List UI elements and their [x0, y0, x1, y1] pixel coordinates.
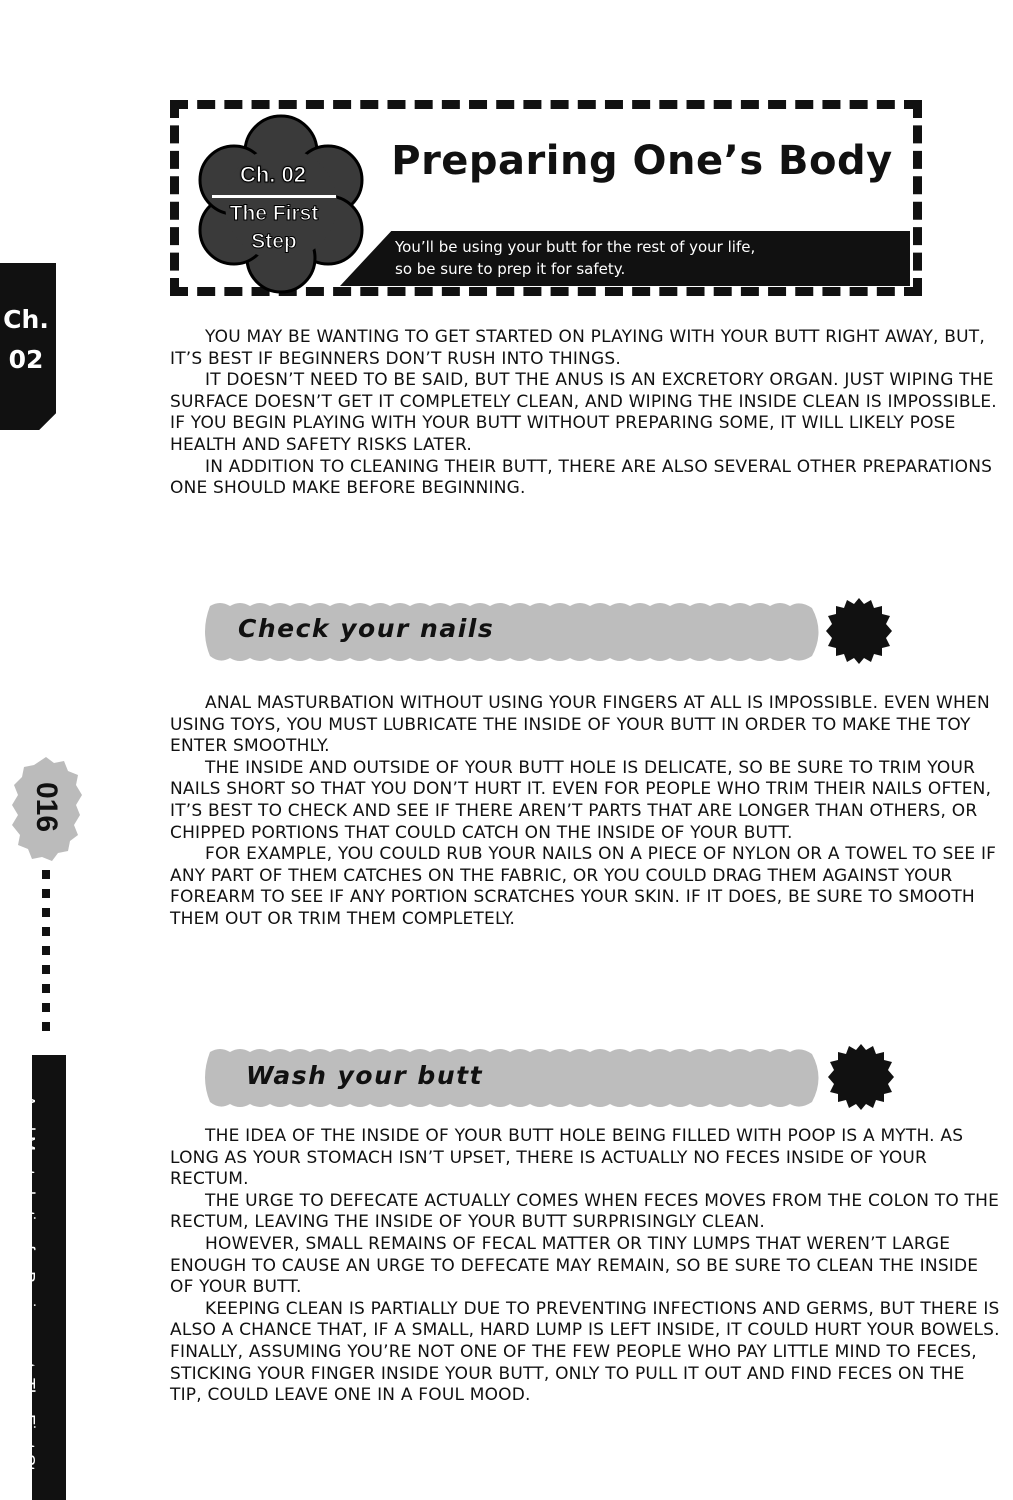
paragraph: FOR EXAMPLE, YOU COULD RUB YOUR NAILS ON A PIECE OF NYLON OR A TOWEL TO SEE IF ANY PART OF THEM CATCHES ON THE FABRIC, OR YOU COULD DRAG THEM AGAINST YOUR FOREARM TO SEE IF ANY PORTION SCRATCHES YOUR SKIN. IF IT DOES, BE SURE TO SMOOTH THEM OUT OR TRIM THEM COMPLETELY. — [170, 844, 997, 929]
page-dots — [42, 870, 52, 1041]
chapter-tab-line: 02 — [8, 345, 44, 374]
subtitle-line: so be sure to prep it for safety. — [395, 260, 626, 278]
paragraph: IN ADDITION TO CLEANING THEIR BUTT, THERE ARE ALSO SEVERAL OTHER PREPARATIONS ONE SHOULD MAKE BEFORE BEGINNING. — [170, 456, 993, 499]
paragraph: HOWEVER, SMALL REMAINS OF FECAL MATTER OR TINY LUMPS THAT WEREN’T LARGE ENOUGH TO CAUSE AN URGE TO DEFECATE MAY REMAIN, SO BE SURE TO CLEAN THE INSIDE OF YOUR BUTT. — [170, 1233, 979, 1298]
section-bullet-icon — [826, 598, 892, 664]
chapter-divider — [212, 195, 336, 198]
intro-text — [170, 327, 1000, 500]
paragraph: THE IDEA OF THE INSIDE OF YOUR BUTT HOLE BEING FILLED WITH POOP IS A MYTH. AS LONG AS YOUR STOMACH ISN’T UPSET, THERE IS ACTUALLY NO FECES INSIDE OF YOUR RECTUM. — [170, 1126, 964, 1190]
paragraph: ANAL MASTURBATION WITHOUT USING YOUR FINGERS AT ALL IS IMPOSSIBLE. EVEN WHEN USING TOYS, YOU MUST LUBRICATE THE INSIDE OF YOUR BUTT IN ORDER TO MAKE THE TOY ENTER SMOOTHLY. — [170, 693, 990, 757]
section-heading: Wash your butt — [246, 1061, 484, 1090]
section-text — [170, 693, 1000, 931]
chapter-tab-line: Ch. — [3, 305, 49, 334]
chapter-tab-label — [0, 300, 52, 380]
paragraph: THE INSIDE AND OUTSIDE OF YOUR BUTT HOLE IS DELICATE, SO BE SURE TO TRIM YOUR NAILS SHORT SO THAT YOU DON’T HURT IT. EVEN FOR PEOPLE WHO TRIM THEIR NAILS OFTEN, IT’S BEST TO CHECK AND SEE IF THERE AREN’T PARTS THAT ARE LONGER THAN OTHERS, OR CHIPPED PORTIONS THAT COULD CATCH ON THE INSIDE OF YOUR BUTT. — [170, 757, 992, 843]
step-label: The First Step — [229, 202, 319, 253]
section-heading: Check your nails — [238, 614, 495, 643]
subtitle-line: You’ll be using your butt for the rest of your life, — [395, 238, 756, 256]
paragraph: YOU MAY BE WANTING TO GET STARTED ON PLAYING WITH YOUR BUTT RIGHT AWAY, BUT, IT’S BEST IF BEGINNERS DON’T RUSH INTO THINGS. — [170, 327, 985, 369]
paragraph: KEEPING CLEAN IS PARTIALLY DUE TO PREVENTING INFECTIONS AND GERMS, BUT THERE IS ALSO A CHANCE THAT, IF A SMALL, HARD LUMP IS LEFT INSIDE, IT COULD HURT YOUR BOWELS. FINALLY, ASSUMING YOU’RE NOT ONE OF THE FEW PEOPLE WHO PAY LITTLE MIND TO FECES, STICKING YOUR FINGER INSIDE YOUR BUTT, ONLY TO PULL IT OUT AND FIND FECES ON THE TIP, COULD LEAVE ONE IN A FOUL MOOD. — [170, 1298, 1000, 1406]
book-title: Anal Masturbation for Beginners ★ The First Step — [18, 1095, 38, 1491]
page-number: 016 — [30, 781, 63, 833]
paragraph: THE URGE TO DEFECATE ACTUALLY COMES WHEN FECES MOVES FROM THE COLON TO THE RECTUM, LEAVING THE INSIDE OF YOUR BUTT SURPRISINGLY CLEAN. — [170, 1190, 1000, 1233]
section-bullet-icon — [828, 1044, 894, 1110]
chapter-label: Ch. 02 — [239, 162, 307, 187]
subtitle — [395, 236, 895, 280]
section-text — [170, 1126, 1000, 1407]
paragraph: IT DOESN’T NEED TO BE SAID, BUT THE ANUS IS AN EXCRETORY ORGAN. JUST WIPING THE SURFACE DOESN’T GET IT COMPLETELY CLEAN, AND WIPING THE INSIDE CLEAN IS IMPOSSIBLE. IF YOU BEGIN PLAYING WITH YOUR BUTT WITHOUT PREPARING SOME, IT WILL LIKELY POSE HEALTH AND SAFETY RISKS LATER. — [170, 370, 997, 455]
page-title: Preparing One’s Body — [391, 138, 893, 184]
